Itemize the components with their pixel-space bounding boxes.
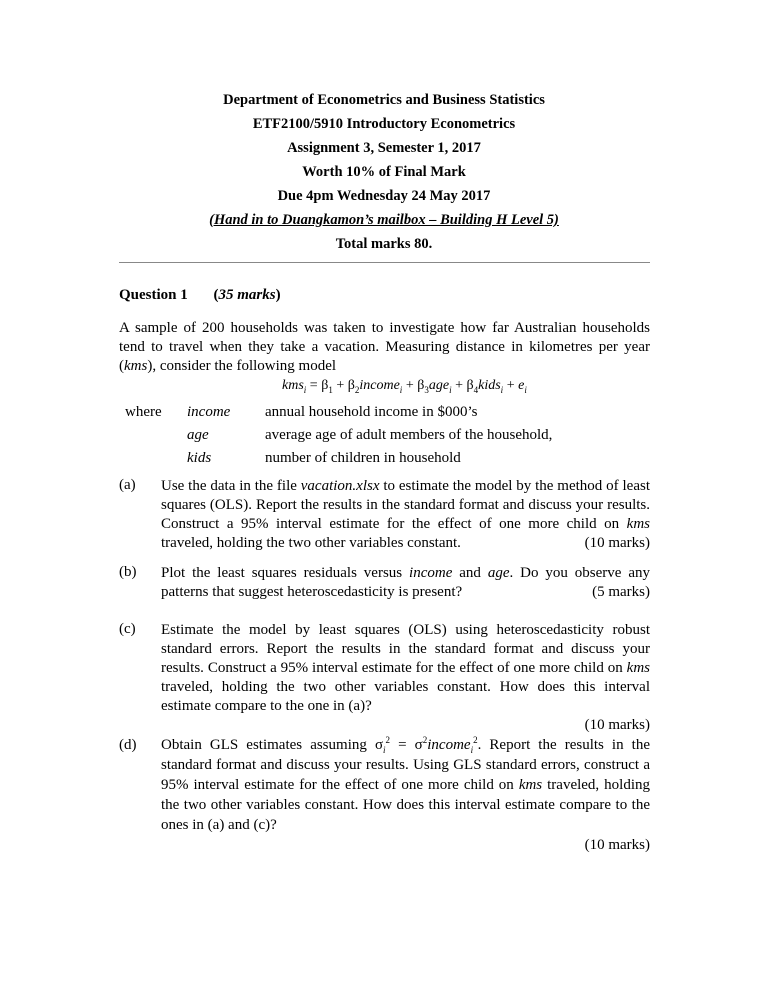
eq-sub: i <box>524 384 527 395</box>
eq-beta: β <box>347 378 355 393</box>
text: Obtain GLS estimates assuming <box>161 737 375 753</box>
sup: 2 <box>473 735 478 745</box>
eq-kms: kms <box>282 378 304 393</box>
eq-sub: 2 <box>354 384 360 395</box>
filename: vacation.xlsx <box>300 478 380 494</box>
part-b-text <box>161 564 650 602</box>
eq-beta: β <box>417 378 425 393</box>
text: to estimate the model by the method of least squares (OLS). Report the results in the standard format and discuss your results. Construct a 95% interval estimate for the effect of one more child on <box>161 478 650 532</box>
var-kms: kms <box>626 516 650 532</box>
question-title: Question 1 <box>119 287 188 303</box>
text: . Report the results in the standard format and discuss your results. Using GLS standard errors, construct a 95% interval estimate for the effect of one more child on <box>161 737 650 793</box>
eq-sub: 4 <box>473 384 479 395</box>
eq-sub: 1 <box>328 384 333 395</box>
eq-sub: 3 <box>424 384 429 395</box>
eq-sub: i <box>449 384 452 395</box>
part-c-text <box>161 621 650 735</box>
model-equation <box>282 378 527 394</box>
intro-text-2: ), consider the following model <box>147 358 337 374</box>
part-a-label: (a) <box>119 477 136 493</box>
part-d-text <box>161 735 650 855</box>
sup: 2 <box>422 735 428 745</box>
eq-sign: = <box>306 378 322 393</box>
sigma: σ <box>414 737 423 753</box>
question-marks: 35 marks <box>218 287 276 303</box>
part-d-marks: (10 marks) <box>584 837 650 853</box>
eq-error: e <box>518 378 525 393</box>
total-marks: Total marks 80. <box>335 236 433 252</box>
due-line: Due 4pm Wednesday 24 May 2017 <box>277 188 491 204</box>
sigma: σ <box>374 737 384 753</box>
part-a-text <box>161 477 650 553</box>
eq-sub: i <box>500 384 504 395</box>
part-c-label: (c) <box>119 621 136 637</box>
department-title: Department of Econometrics and Business Statistics <box>223 92 545 108</box>
text: Use the data in the file <box>161 478 301 494</box>
sub: i <box>383 745 386 755</box>
eq-plus: + <box>451 378 467 393</box>
text: traveled, holding the two other variables constant. How does this interval estimate compare to the one in (a)? <box>161 679 650 714</box>
eq-plus: + <box>332 378 348 393</box>
text: and <box>452 565 488 581</box>
definition-var: income <box>187 404 231 420</box>
intro-text: A sample of 200 households was taken to investigate how far Australian households tend to travel when they take a vacation. Measuring distance in kilometres per year ( <box>119 320 650 374</box>
question-intro <box>119 319 650 376</box>
eq-age: age <box>428 378 450 393</box>
part-d-label: (d) <box>119 737 137 753</box>
var-kms: kms <box>518 777 543 793</box>
var-income: income <box>427 737 471 753</box>
eq-plus: + <box>503 378 519 393</box>
part-b-marks: (5 marks) <box>592 584 650 600</box>
text: traveled, holding the two other variables constant. How does this interval estimate compare to the ones in (a) and (c)? <box>161 777 651 833</box>
definition-desc: average age of adult members of the household, <box>265 427 553 443</box>
part-b-label: (b) <box>119 564 137 580</box>
part-a-marks: (10 marks) <box>584 535 650 551</box>
worth-line: Worth 10% of Final Mark <box>302 164 466 180</box>
definition-var: kids <box>187 450 212 466</box>
definition-var: age <box>187 427 209 443</box>
text: traveled, holding the two other variables constant. <box>161 535 461 551</box>
question-heading: Question 1 (35 marks) <box>119 287 281 303</box>
text: Estimate the model by least squares (OLS) using heteroscedasticity robust standard errors. Report the results in the standard format and discuss your results. Construct a 95% interval estimate for the effect of one more child on <box>161 622 650 676</box>
where-label: where <box>125 404 162 420</box>
definition-desc: number of children in household <box>265 450 461 466</box>
definition-desc: annual household income in $000’s <box>265 404 478 420</box>
var-income: income <box>409 565 453 581</box>
eq-income: income <box>359 378 400 393</box>
divider <box>119 262 650 263</box>
handin-line: (Hand in to Duangkamon’s mailbox – Building H Level 5) <box>209 212 559 228</box>
var-kms: kms <box>626 660 650 676</box>
text: Plot the least squares residuals versus <box>161 565 410 581</box>
var-age: age <box>487 565 510 581</box>
unit-title: ETF2100/5910 Introductory Econometrics <box>252 116 516 132</box>
sub: i <box>470 745 474 755</box>
eq-sign: = <box>390 737 415 753</box>
eq-beta: β <box>466 378 474 393</box>
eq-kids: kids <box>478 378 501 393</box>
sup: 2 <box>385 735 391 745</box>
assignment-title: Assignment 3, Semester 1, 2017 <box>287 140 481 156</box>
eq-sub: i <box>399 384 403 395</box>
eq-sub: i <box>303 384 307 395</box>
text: . Do you observe any patterns that suggest heteroscedasticity is present? <box>161 565 650 600</box>
eq-beta: β <box>321 378 329 393</box>
intro-kms: kms <box>124 358 148 374</box>
eq-plus: + <box>402 378 418 393</box>
part-c-marks: (10 marks) <box>584 717 650 733</box>
